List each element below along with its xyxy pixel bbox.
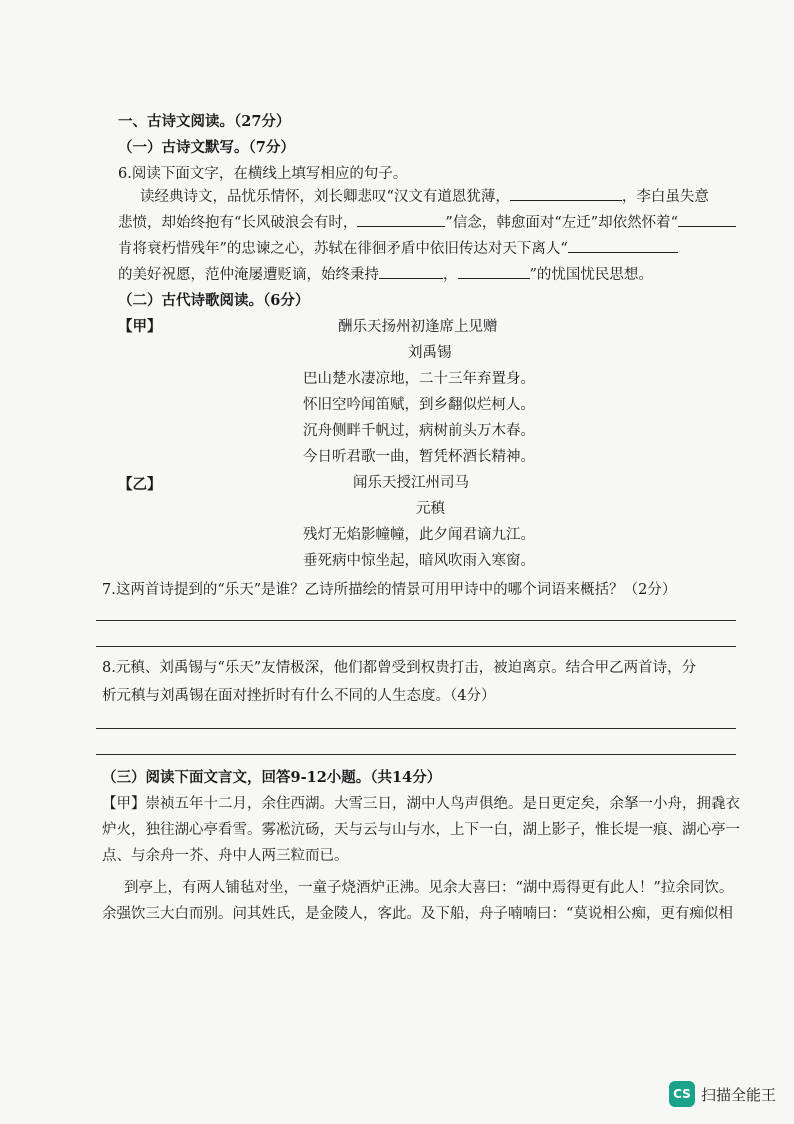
passage-line: 余强饮三大白而别。问其姓氏，是金陵人，客此。及下船，舟子喃喃曰：“莫说相公痴，更有痴似相 xyxy=(102,906,733,922)
answer-blank[interactable] xyxy=(568,238,678,253)
answer-blank[interactable] xyxy=(510,186,622,201)
scanner-watermark xyxy=(669,1081,776,1107)
poem-yi-line: 残灯无焰影幢幢，此夕闻君谪九江。 xyxy=(303,527,535,543)
answer-blank[interactable] xyxy=(379,264,443,279)
q6-line-3 xyxy=(118,238,678,259)
poem-yi-author: 元稹 xyxy=(416,501,445,517)
answer-blank[interactable] xyxy=(458,264,530,279)
q6-text: 悲愤，却始终抱有“长风破浪会有时， xyxy=(118,215,358,231)
poem-yi-line: 垂死病中惊坐起，暗风吹雨入寒窗。 xyxy=(303,553,535,569)
q8-line-1: 8.元稹、刘禹锡与“乐天”友情极深，他们都曾受到权贵打击，被迫离京。结合甲乙两首诗，分 xyxy=(102,660,697,676)
q6-text: ，李白虽失意 xyxy=(621,189,709,205)
poem-jia-line: 沉舟侧畔千帆过，病树前头万木春。 xyxy=(303,423,535,439)
q6-text: 肯将衰朽惜残年”的忠谏之心，苏轼在徘徊矛盾中依旧传达对天下离人“ xyxy=(118,241,568,257)
part2-title: （二）古代诗歌阅读。（6分） xyxy=(118,292,310,309)
q6-prompt: 6.阅读下面文字，在横线上填写相应的句子。 xyxy=(118,166,408,182)
answer-blank[interactable] xyxy=(678,212,736,227)
passage-line: 炉火，独往湖心亭看雪。雾凇沆砀，天与云与山与水，上下一白，湖上影子，惟长堤一痕、湖心亭一 xyxy=(102,822,740,838)
q7-text: 7.这两首诗提到的“乐天”是谁？乙诗所描绘的情景可用甲诗中的哪个词语来概括？（2分） xyxy=(102,582,677,598)
watermark-text: 扫描全能王 xyxy=(700,1085,776,1104)
passage-line: 【甲】崇祯五年十二月，余住西湖。大雪三日，湖中人鸟声俱绝。是日更定矣，余拏一小舟，拥毳衣 xyxy=(102,796,740,812)
poem-jia-line: 怀旧空吟闻笛赋，到乡翻似烂柯人。 xyxy=(303,397,535,413)
passage-line: 到亭上，有两人铺毡对坐，一童子烧酒炉正沸。见余大喜曰：“湖中焉得更有此人！”拉余同饮。 xyxy=(124,880,734,896)
answer-blank[interactable] xyxy=(357,212,445,227)
part1-title: （一）古诗文默写。（7分） xyxy=(118,139,295,156)
poem-yi-title: 闻乐天授江州司马 xyxy=(353,475,469,491)
q6-line-4 xyxy=(118,264,653,285)
passage-line: 点、与余舟一芥、舟中人两三粒而已。 xyxy=(102,848,349,864)
q6-text: 读经典诗文，品忧乐情怀，刘长卿悲叹“汉文有道恩犹薄， xyxy=(140,189,510,205)
q6-text: ， xyxy=(443,267,458,283)
q6-line-1 xyxy=(140,186,709,207)
q6-text: 的美好祝愿，范仲淹屡遭贬谪，始终秉持 xyxy=(118,267,379,283)
answer-line[interactable] xyxy=(96,620,736,621)
section-title: 一、古诗文阅读。（27分） xyxy=(118,113,291,130)
part3-title: （三）阅读下面文言文，回答9-12小题。（共14分） xyxy=(102,769,442,786)
answer-line[interactable] xyxy=(96,646,736,647)
poem-yi-tag: 【乙】 xyxy=(118,476,162,493)
poem-jia-line: 巴山楚水凄凉地，二十三年弃置身。 xyxy=(303,371,535,387)
q8-line-2: 析元稹与刘禹锡在面对挫折时有什么不同的人生态度。（4分） xyxy=(102,688,496,704)
q6-line-2 xyxy=(118,212,736,233)
poem-jia-tag: 【甲】 xyxy=(118,318,162,335)
poem-jia-author: 刘禹锡 xyxy=(408,345,452,361)
answer-line[interactable] xyxy=(96,728,736,729)
camscanner-logo: CS xyxy=(669,1081,695,1107)
answer-line[interactable] xyxy=(96,754,736,755)
poem-jia-line: 今日听君歌一曲，暂凭杯酒长精神。 xyxy=(303,449,535,465)
poem-jia-title: 酬乐天扬州初逢席上见赠 xyxy=(338,319,498,335)
q6-text: ”的忧国忧民思想。 xyxy=(529,267,653,283)
q6-text: ”信念，韩愈面对“左迁”却依然怀着“ xyxy=(445,215,679,231)
